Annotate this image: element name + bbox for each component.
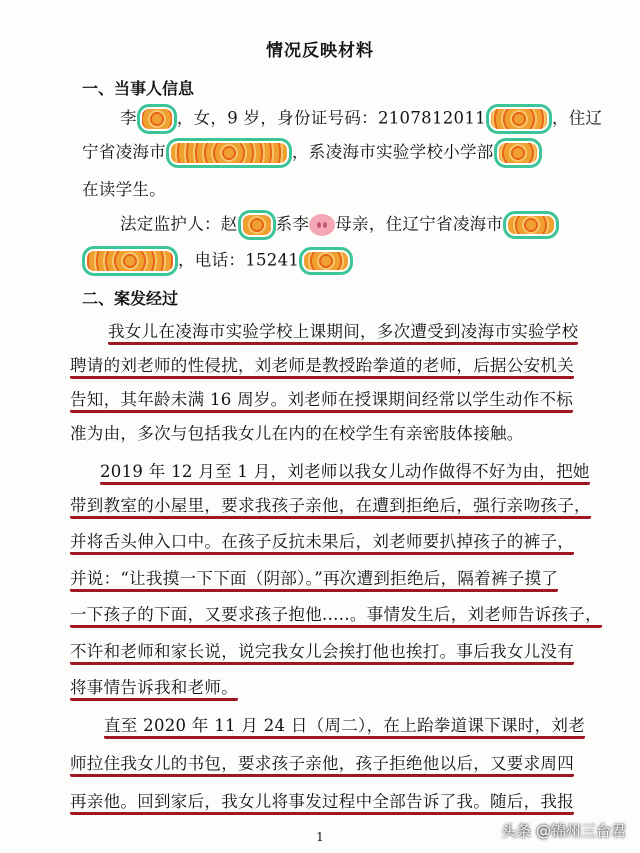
redaction-mark <box>494 138 542 168</box>
redaction-mark <box>137 104 177 134</box>
section-heading-incident: 二、案发经过 <box>82 289 179 308</box>
info-line-2: 宁省凌海市 ，系凌海市实验学校小学部 <box>82 138 542 168</box>
paragraph-3-line: 直至 2020 年 11 月 24 日（周二），在上跆拳道课下课时，刘老 <box>104 712 585 736</box>
paragraph-2-line: 不许和老师和家长说，说完我女儿会挨打他也挨打。事后我女儿没有 <box>70 638 574 662</box>
redaction-mark <box>299 247 353 275</box>
redaction-mark <box>82 246 178 276</box>
document-title: 情况反映材料 <box>266 41 374 61</box>
paragraph-2-line: 一下孩子的下面，又要求孩子抱他.….。事情发生后，刘老师告诉孩子， <box>70 601 602 625</box>
section-heading-parties: 一、当事人信息 <box>82 79 195 98</box>
redaction-mark <box>486 104 552 134</box>
paragraph-1-line: 聘请的刘老师的性侵扰，刘老师是教授跆拳道的老师，后据公安机关 <box>70 352 574 376</box>
redaction-mark <box>503 211 559 239</box>
paragraph-1-line: 我女儿在凌海市实验学校上课期间，多次遭受到凌海市实验学校 <box>108 318 578 342</box>
paragraph-2-line: 并将舌头伸入口中。在孩子反抗未果后，刘老师要扒掉孩子的裤子， <box>70 528 574 552</box>
info-line-3: 在读学生。 <box>82 180 166 199</box>
source-watermark: 头条 @锦州三台君 <box>501 822 626 840</box>
page-number: 1 <box>316 830 324 844</box>
info-line-1: 李 ，女，9 岁，身份证号码：2107812011 ，住辽 <box>120 104 602 134</box>
paragraph-1-line: 告知，其年龄未满 16 周岁。刘老师在授课期间经常以学生动作不标 <box>70 386 573 410</box>
paragraph-2-line: 带到教室的小屋里，要求我孩子亲他，在遭到拒绝后，强行亲吻孩子， <box>70 492 591 516</box>
paragraph-2-line: 并说：“让我摸一下下面（阴部）。”再次遭到拒绝后，隔着裤子摸了 <box>70 565 558 589</box>
guardian-line: 法定监护人：赵 系李 母亲，住辽宁省凌海市 <box>120 210 559 240</box>
phone-line: ，电话：15241 <box>82 246 353 276</box>
redaction-mark <box>238 210 276 240</box>
redaction-mark <box>166 138 292 168</box>
paragraph-1-line: 准为由，多次与包括我女儿在内的在校学生有亲密肢体接触。 <box>70 424 524 443</box>
paragraph-2-line: 将事情告诉我和老师。 <box>70 674 238 698</box>
paragraph-3-line: 师拉住我女儿的书包，要求孩子亲他，孩子拒绝他以后，又要求周四 <box>70 750 574 774</box>
paragraph-3-line: 再亲他。回到家后，我女儿将事发过程中全部告诉了我。随后，我报 <box>70 788 574 812</box>
pig-sticker-icon <box>309 214 335 236</box>
paragraph-2-line: 2019 年 12 月至 1 月，刘老师以我女儿动作做得不好为由，把她 <box>100 458 590 482</box>
